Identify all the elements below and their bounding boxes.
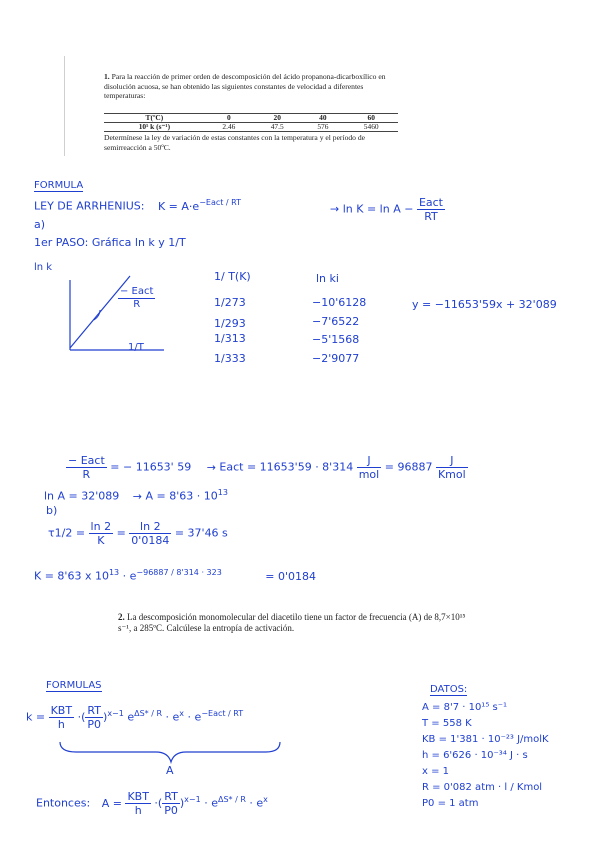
arrhenius-law (34, 196, 241, 213)
regression-equation: y = −11653'59x + 32'089 (412, 298, 557, 311)
list-item: R = 0'082 atm · l / Kmol (422, 782, 543, 793)
problem1-text: Para la reacción de primer orden de descomposición del ácido propanona-dicarboxílico en disolución acuosa, se han obtenido las siguientes constantes de velocidad a diferentes temperaturas: (104, 72, 386, 101)
eact-line: $\frac{\text{− Eact}}{R}$ = − 11653' 59 → Eact = 11653'59 · 8'314 $\frac{J}{\text{mol}}$ = 96887 $\frac{J}{\text{Kmol}}$ (68, 454, 466, 481)
arrow-icon: → (132, 489, 142, 503)
col-header-lnk: ln ki (316, 272, 339, 285)
rate-constants-table (104, 113, 398, 132)
invT-value: 1/333 (214, 352, 246, 365)
brace-label: A (166, 764, 174, 777)
eyring-formula: k = $\frac{\text{KBT}}{h}$ ·( $\frac{RT}{P0}$ )$^{x-1}$ $e^{\Delta S* / R} \cdot e^x \cdot e^{-Eact / RT}$ (26, 704, 244, 731)
datos-list (422, 700, 549, 812)
list-item: A = 8'7 · 10¹⁵ s⁻¹ (422, 702, 508, 713)
graph-ylabel: ln k (34, 262, 53, 273)
table-cell: 0 (205, 114, 253, 123)
part-a-label: a) (34, 218, 46, 231)
table-cell: 40 (301, 114, 344, 123)
lnk-value: −10'6128 (312, 296, 367, 309)
formulas-heading: FORMULAS (46, 680, 102, 691)
problem1-number: 1. (104, 72, 110, 81)
part-b-label: b) (46, 504, 58, 517)
arrhenius-exponent: −Eact / RT (199, 198, 242, 207)
col-header-invT: 1/ T(K) (214, 270, 251, 283)
graph-xlabel: 1/T (128, 342, 144, 353)
list-item: T = 558 K (422, 718, 472, 729)
brace-path (60, 742, 280, 762)
table-cell: 576 (301, 123, 344, 132)
lnA-line: $\ln A = 32'089 \to A = 8'63 \cdot 10^{13}$ (44, 488, 228, 503)
formula-heading: FORMULA (34, 180, 84, 191)
lnk-value: −7'6522 (312, 315, 360, 328)
table-cell: T(ºC) (104, 114, 205, 123)
half-life-line: τ1/2 = $\frac{\ln 2}{K}$ = $\frac{\ln 2}{0'0184}$ = 37'46 s (48, 520, 228, 547)
eact-over-rt: $\frac{\text{Eact}}{RT}$ (418, 196, 443, 223)
arrhenius-equation: K = A·e (157, 199, 200, 213)
list-item: KB = 1'381 · 10⁻²³ J/molK (422, 734, 549, 745)
lnk-value: −2'9077 (312, 352, 360, 365)
list-item: h = 6'626 · 10⁻³⁴ J · s (422, 750, 528, 761)
problem2-text: La descomposición monomolecular del diacetilo tiene un factor de frecuencia (A) de 8,7×10¹⁵ s⁻¹, a 285ºC. Calcúlese la entropía de activación. (118, 612, 466, 633)
list-item: P0 = 1 atm (422, 798, 479, 809)
ln-form-equation: → ln K = ln A − $\frac{\text{Eact}}{RT}$ (330, 196, 443, 223)
table-cell: 5460 (344, 123, 398, 132)
graph-slope-label: $\frac{\text{− Eact}}{R}$ (120, 286, 154, 310)
table-row (104, 123, 398, 132)
invT-value: 1/293 (214, 317, 246, 330)
entonces-formula: Entonces: A = $\frac{\text{KBT}}{h}$ ·( $\frac{RT}{P0}$ )$^{x-1} \cdot e^{\Delta S* / R} \cdot e^x$ (36, 790, 268, 817)
k50-line: K = 8'63 x $10^{13} \cdot e^{-96887 / 8'314 \cdot 323} = 0'0184$ (34, 568, 317, 583)
table-cell: 2.46 (205, 123, 253, 132)
margin-rule (64, 56, 65, 156)
lnk-value: −5'1568 (312, 333, 360, 346)
arrow-icon: → (330, 202, 340, 216)
invT-value: 1/313 (214, 332, 246, 345)
arrhenius-label: LEY DE ARRHENIUS: (34, 199, 145, 213)
datos-heading: DATOS: (430, 684, 468, 695)
problem2-number: 2. (118, 612, 125, 622)
table-cell: 60 (344, 114, 398, 123)
table-cell: 10⁵ k (s⁻¹) (104, 123, 205, 132)
list-item: x = 1 (422, 766, 450, 777)
table-cell: 47.5 (253, 123, 301, 132)
invT-value: 1/273 (214, 296, 246, 309)
problem2-statement (118, 612, 478, 634)
problem1-question: Determínese la ley de variación de estas constantes con la temperatura y el período de semirreacción a 50ºC. (104, 133, 366, 152)
arrow-icon: → (206, 460, 216, 474)
lnk-vs-invT-sketch (34, 262, 184, 372)
step1-label: 1er PASO: Gráfica ln k y 1/T (34, 236, 186, 249)
problem1-statement (104, 72, 404, 101)
table-cell: 20 (253, 114, 301, 123)
